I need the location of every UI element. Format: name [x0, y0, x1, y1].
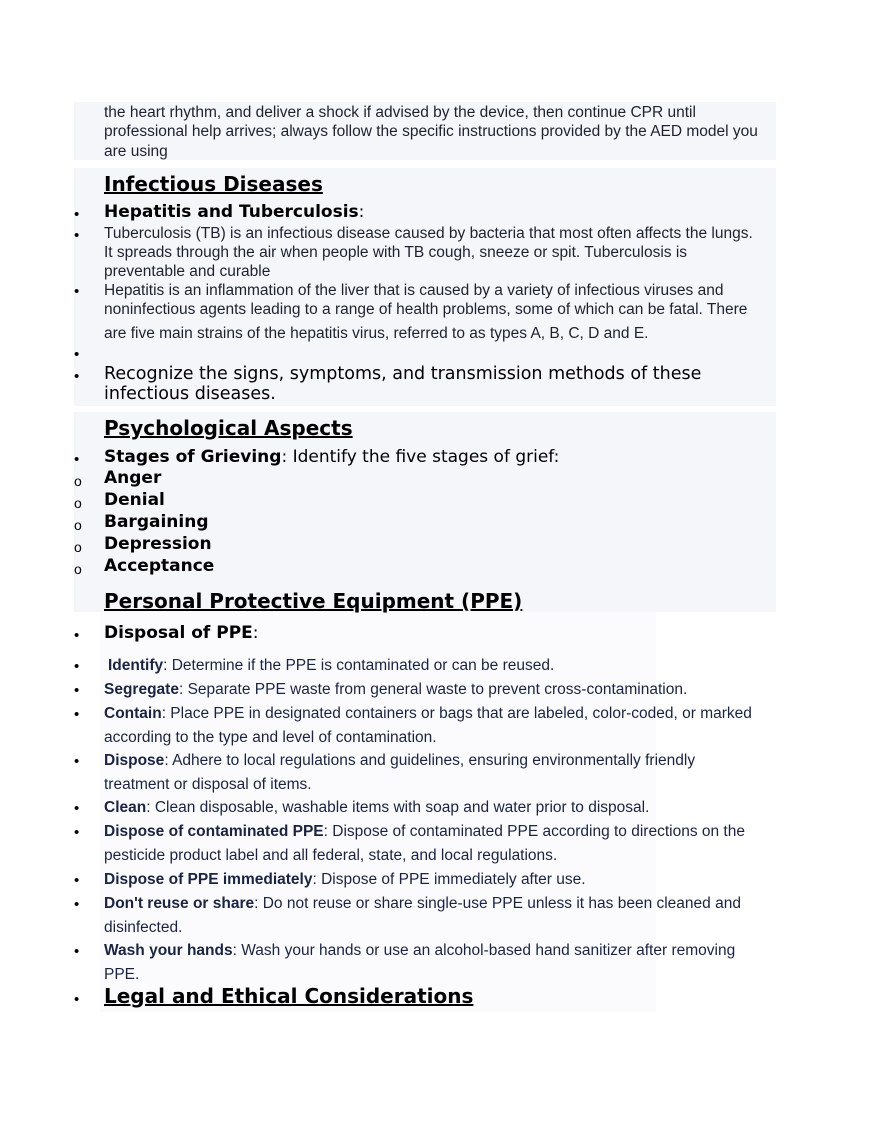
ppe-item-text-cont: treatment or disposal of items.: [104, 776, 312, 793]
ppe-item-text-cont: pesticide product label and all federal, state, and local regulations.: [104, 847, 558, 864]
heading-psychological-aspects: Psychological Aspects: [104, 416, 353, 440]
ppe-disposal-item: [104, 623, 259, 643]
ppe-item-dispose-immediately: [104, 871, 586, 889]
ppe-item-dont-reuse: [104, 895, 741, 913]
hep-tb-label: Hepatitis and Tuberculosis: [104, 202, 359, 222]
ppe-item-text: : Adhere to local regulations and guidelines, ensuring environmentally friendly: [164, 752, 696, 769]
ppe-item-text-cont: disinfected.: [104, 919, 183, 936]
ppe-item-segregate: [104, 681, 687, 699]
ppe-item-dispose: [104, 752, 695, 770]
hep-tb-item: [104, 202, 364, 222]
colon: :: [358, 202, 365, 222]
ppe-item-text: : Wash your hands or use an alcohol-based hand sanitizer after removing: [232, 942, 736, 959]
recognize-line: infectious diseases.: [104, 384, 276, 404]
bullet: •: [74, 682, 80, 699]
bullet: •: [74, 896, 80, 913]
bullet: •: [74, 658, 80, 675]
tb-line: preventable and curable: [104, 263, 271, 280]
heading-ppe: Personal Protective Equipment (PPE): [104, 589, 523, 613]
circle-bullet: o: [74, 495, 82, 511]
ppe-item-text: : Dispose of contaminated PPE according to directions on the: [323, 823, 745, 840]
recognize-line: Recognize the signs, symptoms, and transmission methods of these: [104, 364, 702, 384]
ppe-item-text: : Clean disposable, washable items with soap and water prior to disposal.: [146, 799, 650, 816]
bullet: •: [74, 824, 80, 841]
ppe-item-label: Dispose: [104, 752, 165, 769]
intro-line: professional help arrives; always follow the specific instructions provided by the AED model you: [104, 123, 758, 140]
intro-line: are using: [104, 143, 168, 160]
ppe-item-text-cont: PPE.: [104, 966, 140, 983]
ppe-item-label: Don't reuse or share: [104, 895, 255, 912]
circle-bullet: o: [74, 473, 82, 489]
intro-line: the heart rhythm, and deliver a shock if advised by the device, then continue CPR until: [104, 104, 696, 121]
grief-text: : Identify the five stages of grief:: [281, 447, 560, 467]
tb-line: It spreads through the air when people with TB cough, sneeze or spit. Tuberculosis is: [104, 244, 688, 261]
bullet: •: [74, 991, 80, 1008]
stage-depression: Depression: [104, 534, 212, 554]
bullet-empty: •: [74, 346, 80, 363]
ppe-item-dispose-contaminated: [104, 823, 745, 841]
ppe-item-text: : Separate PPE waste from general waste to prevent cross-contamination.: [178, 681, 688, 698]
ppe-item-text: : Dispose of PPE immediately after use.: [312, 871, 586, 888]
ppe-disposal-label: Disposal of PPE: [104, 623, 253, 643]
bullet: •: [74, 627, 80, 644]
ppe-item-contain: [104, 705, 752, 723]
ppe-item-identify: [108, 657, 554, 675]
ppe-item-text-cont: according to the type and level of contamination.: [104, 729, 437, 746]
ppe-item-label: Contain: [104, 705, 162, 722]
circle-bullet: o: [74, 517, 82, 533]
bullet: •: [74, 943, 80, 960]
tb-line: Tuberculosis (TB) is an infectious disease caused by bacteria that most often affects the lungs.: [104, 225, 753, 242]
bullet: •: [74, 800, 80, 817]
stage-anger: Anger: [104, 468, 162, 488]
heading-infectious-diseases: Infectious Diseases: [104, 172, 323, 196]
grief-label: Stages of Grieving: [104, 447, 282, 467]
bullet: •: [74, 872, 80, 889]
circle-bullet: o: [74, 561, 82, 577]
ppe-item-label: Clean: [104, 799, 147, 816]
ppe-item-text: : Place PPE in designated containers or bags that are labeled, color-coded, or marked: [161, 705, 752, 722]
ppe-item-text: : Determine if the PPE is contaminated or can be reused.: [163, 657, 555, 674]
heading-legal-ethical: Legal and Ethical Considerations: [104, 984, 474, 1008]
bullet: •: [74, 706, 80, 723]
bullet: •: [74, 368, 80, 385]
bullet: •: [74, 451, 80, 468]
ppe-item-wash-hands: [104, 942, 735, 960]
ppe-item-text: : Do not reuse or share single-use PPE unless it has been cleaned and: [254, 895, 741, 912]
grief-item: [104, 447, 559, 467]
colon: :: [252, 623, 259, 643]
ppe-item-label: Identify: [108, 657, 164, 674]
ppe-item-label: Wash your hands: [104, 942, 233, 959]
hep-line: are five main strains of the hepatitis virus, referred to as types A, B, C, D and E.: [104, 325, 649, 342]
hep-line: noninfectious agents leading to a range of health problems, some of which can be fatal. There: [104, 301, 748, 318]
bullet: •: [74, 227, 80, 244]
circle-bullet: o: [74, 539, 82, 555]
hep-line: Hepatitis is an inflammation of the liver that is caused by a variety of infectious viruses and: [104, 282, 724, 299]
stage-bargaining: Bargaining: [104, 512, 209, 532]
ppe-item-label: Dispose of contaminated PPE: [104, 823, 324, 840]
ppe-item-label: Dispose of PPE immediately: [104, 871, 313, 888]
ppe-item-label: Segregate: [104, 681, 179, 698]
ppe-item-clean: [104, 799, 649, 817]
stage-acceptance: Acceptance: [104, 556, 215, 576]
bullet: •: [74, 283, 80, 300]
stage-denial: Denial: [104, 490, 165, 510]
bullet: •: [74, 206, 80, 223]
bullet: •: [74, 753, 80, 770]
